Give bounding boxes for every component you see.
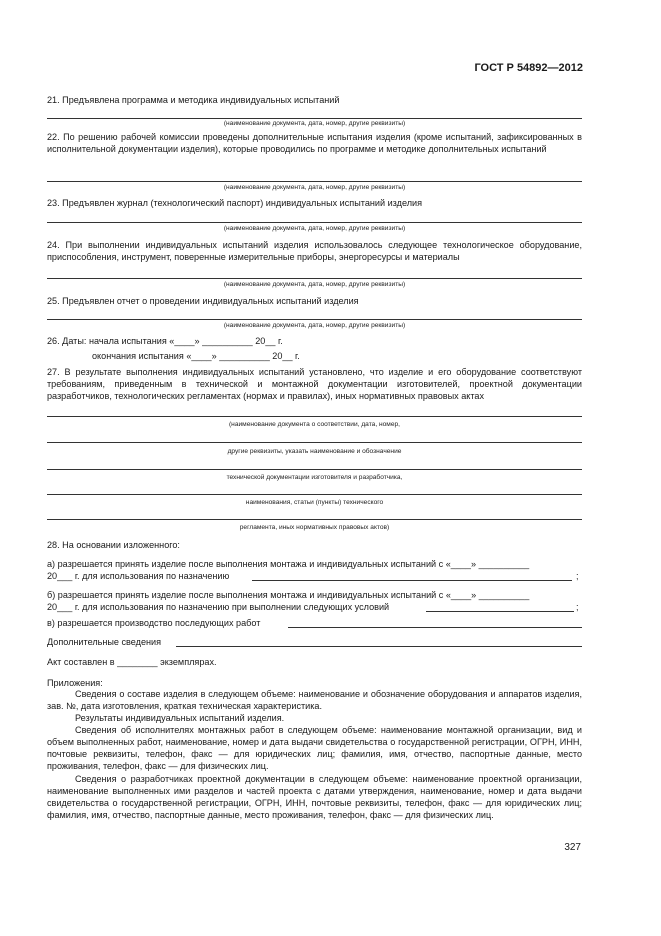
item-28b-line1: б) разрешается принять изделие после выполнения монтажа и индивидуальных испытаний с «____» __________ — [47, 590, 530, 600]
semicolon: ; — [576, 571, 579, 581]
item-22: 22. По решению рабочей комиссии проведены дополнительные испытания изделия (кроме испытаний, зафиксированных в исполнительной документации изделия), которые проводились по программе и методике дополнительных испытаний — [47, 132, 582, 154]
appendix-title: Приложения: — [47, 678, 103, 688]
caption-doc: (наименование документа, дата, номер, другие реквизиты) — [223, 225, 406, 232]
fill-line[interactable] — [47, 181, 582, 182]
caption-27-4: наименования, статьи (пункты) технического — [245, 499, 384, 506]
fill-line[interactable] — [47, 416, 582, 417]
item-25: 25. Предъявлен отчет о проведении индивидуальных испытаний изделия — [47, 296, 359, 306]
item-21: 21. Предъявлена программа и методика индивидуальных испытаний — [47, 95, 340, 105]
item-28c: в) разрешается производство последующих работ — [47, 618, 261, 628]
fill-line[interactable] — [47, 319, 582, 320]
standard-header: ГОСТ Р 54892—2012 — [474, 62, 583, 74]
caption-doc: (наименование документа, дата, номер, другие реквизиты) — [223, 184, 406, 191]
appendix-1: Сведения о составе изделия в следующем объеме: наименование и обозначение оборудования и аппаратов изделия, зав. №, дата изготовления, краткая техническая характеристика. — [47, 689, 582, 711]
fill-line[interactable] — [47, 494, 582, 495]
extra-info-label: Дополнительные сведения — [47, 637, 162, 647]
item-28: 28. На основании изложенного: — [47, 540, 180, 550]
fill-line[interactable] — [252, 580, 572, 581]
fill-line[interactable] — [426, 611, 574, 612]
fill-line[interactable] — [47, 278, 582, 279]
item-23: 23. Предъявлен журнал (технологический паспорт) индивидуальных испытаний изделия — [47, 198, 423, 208]
fill-line[interactable] — [47, 118, 582, 119]
caption-doc: (наименование документа, дата, номер, другие реквизиты) — [223, 120, 406, 127]
item-24: 24. При выполнении индивидуальных испытаний изделия использовалось следующее технологическое оборудование, приспособления, инструмент, поверенные измерительные приборы, энергоресурсы и материалы — [47, 240, 582, 262]
fill-line[interactable] — [288, 627, 582, 628]
fill-line[interactable] — [176, 646, 582, 647]
item-28a-line2: 20___ г. для использования по назначению — [47, 571, 230, 581]
fill-line[interactable] — [47, 469, 582, 470]
caption-27-3: технической документации изготовителя и разработчика, — [226, 474, 403, 481]
page-number: 327 — [564, 842, 581, 853]
caption-27-2: другие реквизиты, указать наименование и обозначение — [227, 448, 402, 455]
appendix-4: Сведения о разработчиках проектной документации в следующем объеме: наименование проектной организации, наименование выполненных ими разделов и частей проекта с датами утверждения, наименование, номер и дата выдачи свидетельства о государственной регистрации, ОГРН, ИНН, почтовые реквизиты, телефон, факс — для юридических лиц; фамилия, имя, отчество, паспортные данные, место проживания, телефон, факс — для физических лиц. — [47, 774, 582, 820]
item-28b-line2: 20___ г. для использования по назначению при выполнении следующих условий — [47, 602, 390, 612]
item-27: 27. В результате выполнения индивидуальных испытаний установлено, что изделие и его оборудование соответствуют требованиям, приведенным в технической и монтажной документации изготовителей, проектной документации разработчиков, технологических регламентах (нормах и правилах), иных нормативных правовых актах — [47, 367, 582, 401]
appendix-2: Результаты индивидуальных испытаний изделия. — [75, 713, 285, 723]
caption-27-1: (наименование документа о соответствии, дата, номер, — [228, 421, 400, 428]
caption-27-5: регламента, иных нормативных правовых актов) — [239, 524, 390, 531]
fill-line[interactable] — [47, 222, 582, 223]
caption-doc: (наименование документа, дата, номер, другие реквизиты) — [223, 322, 406, 329]
appendix-3: Сведения об исполнителях монтажных работ в следующем объеме: наименование монтажной организации, вид и объем выполненных работ, наименование, номер и дата выдачи свидетельства о государственной регистрации, ОГРН, ИНН, почтовые реквизиты, телефон, факс — для юридических лиц; фамилия, имя, отчество, паспортные данные, место проживания, телефон, факс — для физических лиц. — [47, 725, 582, 771]
fill-line[interactable] — [47, 519, 582, 520]
item-26-start: 26. Даты: начала испытания «____» __________ 20__ г. — [47, 336, 283, 346]
act-copies: Акт составлен в ________ экземплярах. — [47, 657, 217, 667]
fill-line[interactable] — [47, 442, 582, 443]
semicolon: ; — [576, 602, 579, 612]
caption-doc: (наименование документа, дата, номер, другие реквизиты) — [223, 281, 406, 288]
item-26-end: окончания испытания «____» __________ 20__ г. — [92, 351, 300, 361]
item-28a-line1: а) разрешается принять изделие после выполнения монтажа и индивидуальных испытаний с «____» __________ — [47, 559, 530, 569]
